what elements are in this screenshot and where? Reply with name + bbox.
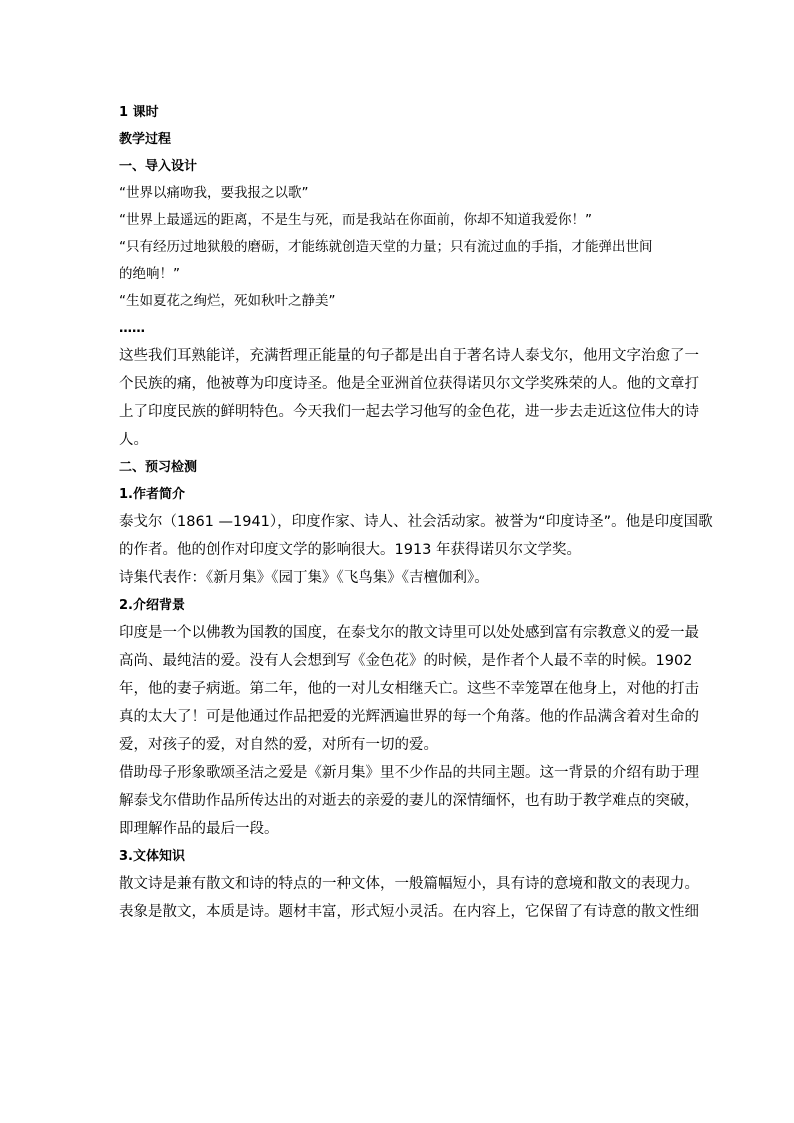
paragraph-line: 即理解作品的最后一段。 bbox=[119, 821, 279, 837]
paragraph-line: 高尚、最纯洁的爱。没有人会想到写《金色花》的时候，是作者个人最不幸的时候。1902 bbox=[119, 653, 693, 669]
quotes-block bbox=[119, 180, 685, 315]
background-paragraph bbox=[119, 619, 699, 843]
paragraph-line: 人。 bbox=[119, 432, 148, 448]
quote-line: 的绝响！” bbox=[119, 266, 180, 282]
ellipsis: …… bbox=[119, 321, 145, 336]
paragraph-line: 散文诗是兼有散文和诗的特点的一种文体，一般篇幅短小，具有诗的意境和散文的表现力。 bbox=[119, 876, 699, 892]
author-intro-heading: 1.作者简介 bbox=[119, 487, 185, 502]
paragraph-line: 这些我们耳熟能详，充满哲理正能量的句子都是出自于著名诗人泰戈尔，他用文字治愈了一 bbox=[119, 348, 699, 364]
paragraph-line: 印度是一个以佛教为国教的国度，在泰戈尔的散文诗里可以处处感到富有宗教意义的爱一最 bbox=[119, 625, 699, 641]
background-heading: 2.介绍背景 bbox=[119, 598, 185, 613]
quote-line: “生如夏花之绚烂，死如秋叶之静美” bbox=[119, 293, 336, 309]
process-heading: 教学过程 bbox=[119, 132, 172, 147]
paragraph-line: 上了印度民族的鲜明特色。今天我们一起去学习他写的金色花，进一步去走近这位伟大的诗 bbox=[119, 404, 699, 420]
quote-line: “只有经历过地狱般的磨砺，才能练就创造天堂的力量；只有流过血的手指，才能弹出世间 bbox=[119, 239, 653, 255]
section2-heading: 二、预习检测 bbox=[119, 460, 198, 475]
paragraph-line: 解泰戈尔借助作品所传达出的对逝去的亲爱的妻儿的深情缅怀，也有助于教学难点的突破， bbox=[119, 793, 699, 809]
paragraph-line: 真的太大了！可是他通过作品把爱的光辉洒遍世界的每一个角落。他的作品满含着对生命的 bbox=[119, 709, 699, 725]
paragraph-line: 年，他的妻子病逝。第二年，他的一对儿女相继夭亡。这些不幸笼罩在他身上，对他的打击 bbox=[119, 681, 699, 697]
paragraph-line: 泰戈尔（1861 —1941），印度作家、诗人、社会活动家。被誉为“印度诗圣”。他是印度国歌 bbox=[119, 514, 713, 530]
section1-heading: 一、导入设计 bbox=[119, 159, 198, 174]
intro-paragraph bbox=[119, 342, 699, 454]
genre-paragraph bbox=[119, 870, 699, 926]
paragraph-line: 个民族的痛，他被尊为印度诗圣。他是全亚洲首位获得诺贝尔文学奖殊荣的人。他的文章打 bbox=[119, 376, 699, 392]
quote-line: “世界以痛吻我，要我报之以歌” bbox=[119, 185, 309, 201]
paragraph-line: 借助母子形象歌颂圣洁之爱是《新月集》里不少作品的共同主题。这一背景的介绍有助于理 bbox=[119, 765, 699, 781]
genre-heading: 3.文体知识 bbox=[119, 849, 185, 864]
paragraph-line: 诗集代表作：《新月集》《园丁集》《飞鸟集》《吉檀伽利》。 bbox=[119, 570, 489, 586]
document-page bbox=[119, 99, 713, 926]
paragraph-line: 的作者。他的创作对印度文学的影响很大。1913 年获得诺贝尔文学奖。 bbox=[119, 542, 582, 558]
period-label: 1 课时 bbox=[119, 105, 159, 120]
quote-line: “世界上最遥远的距离，不是生与死，而是我站在你面前，你却不知道我爱你！” bbox=[119, 212, 592, 228]
paragraph-line: 爱，对孩子的爱，对自然的爱，对所有一切的爱。 bbox=[119, 737, 438, 753]
author-paragraph bbox=[119, 508, 713, 592]
paragraph-line: 表象是散文，本质是诗。题材丰富，形式短小灵活。在内容上，它保留了有诗意的散文性细 bbox=[119, 904, 699, 920]
